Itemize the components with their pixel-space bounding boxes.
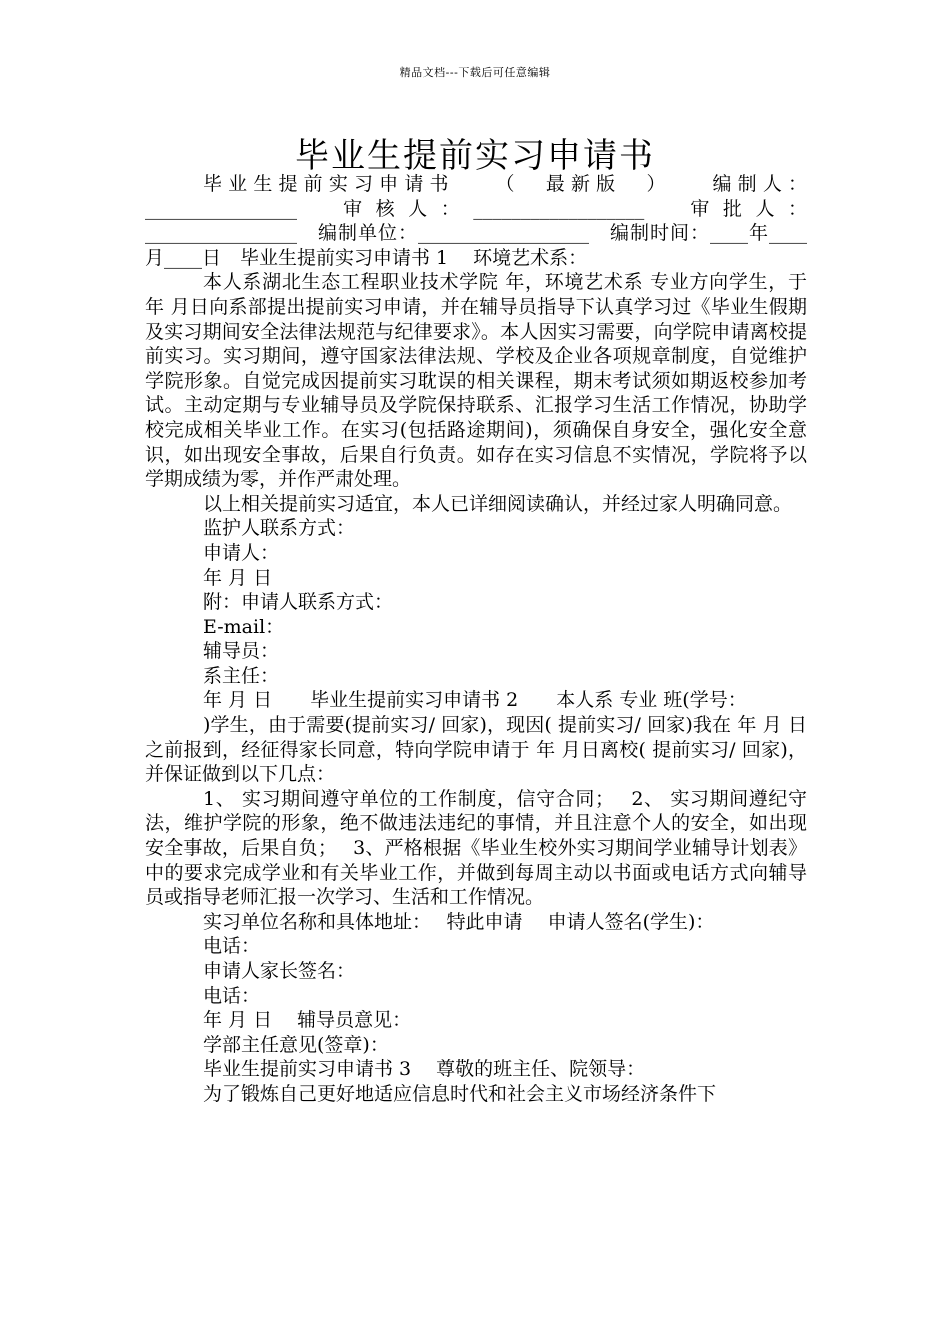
section-3-heading: 毕业生提前实习申请书 3 尊敬的班主任、院领导： — [203, 1058, 646, 1081]
phone-line-2: 电话： — [203, 984, 261, 1007]
paragraph-body-2: 以上相关提前实习适宜，本人已详细阅读确认，并经过家人明确同意。 — [203, 492, 793, 515]
counselor-line: 辅导员： — [203, 640, 280, 663]
email-line: E-mail： — [203, 615, 285, 638]
paragraph-body-1: 本人系湖北生态工程职业技术学院 年，环境艺术系 专业方向学生，于 年 月日向系部提出提前实习申请，并在辅导员指导下认真学习过《毕业生假期及实习期间安全法律法规范与纪律要求》。本人因实习需要，向学院申请离校提前实习。实习期间，遵守国家法律法规、学校及企业各项规章制度，自觉维护学院形象。自觉完成因提前实习耽误的相关课程，期末考试须如期返校参加考试。主动定期与专业辅导员及学院保持联系、汇报学习生活工作情况，协助学校完成相关毕业工作。在实习(包括路途期间)，须确保自身安全，强化安全意识，如出现安全事故，后果自行负责。如存在实习信息不实情况，学院将予以学期成绩为零，并作严肃处理。 — [145, 271, 807, 491]
paragraph-body-3: 年 月 日 毕业生提前实习申请书 2 本人系 专业 班(学号： — [203, 689, 747, 712]
document-title: 毕业生提前实习申请书 — [295, 136, 655, 176]
internship-unit-line: 实习单位名称和具体地址： 特此申请 申请人签名(学生)： — [203, 910, 715, 933]
applicant-contact: 附：申请人联系方式： — [203, 591, 394, 614]
phone-line-1: 电话： — [203, 935, 261, 958]
header-note: 精品文档---下载后可任意编辑 — [399, 66, 551, 79]
date-counselor-line: 年 月 日 辅导员意见： — [203, 1009, 412, 1032]
paragraph-body-5: 1、 实习期间遵守单位的工作制度，信守合同； 2、 实习期间遵纪守法，维护学院的形象，绝不做违法违纪的事情，并且注意个人的安全，如出现安全事故，后果自负； 3、严格根据《毕业生校外实习期间学业辅导计划表》中的要求完成学业和有关毕业工作，并做到每周主动以书面或电话方式向辅导员或指导老师汇报一次学习、生活和工作情况。 — [145, 787, 807, 909]
date-line-1: 年 月 日 — [203, 566, 273, 589]
document-body — [145, 172, 807, 1107]
parent-signature-line: 申请人家长签名： — [203, 960, 356, 982]
applicant: 申请人： — [203, 541, 280, 564]
guardian-contact: 监护人联系方式： — [203, 517, 356, 540]
dept-head-line: 系主任： — [203, 664, 280, 687]
paragraph-meta: 毕业生提前实习申请书 （ 最新版 ） 编制人：________________ 审核人：__________________ 审批人：________________ 编制单位：__________________ 编制时间：____年____月____日 毕业生提前实习申请书 1 环境艺术系： — [145, 173, 807, 269]
paragraph-body-4: )学生，由于需要(提前实习/ 回家)，现因( 提前实习/ 回家)我在 年 月 日之前报到，经征得家长同意，特向学院申请于 年 月日离校( 提前实习/ 回家)，并保证做到以下几点： — [145, 714, 807, 786]
dept-director-line: 学部主任意见(签章)： — [203, 1033, 389, 1056]
paragraph-body-6: 为了锻炼自己更好地适应信息时代和社会主义市场经济条件下 — [203, 1082, 717, 1105]
